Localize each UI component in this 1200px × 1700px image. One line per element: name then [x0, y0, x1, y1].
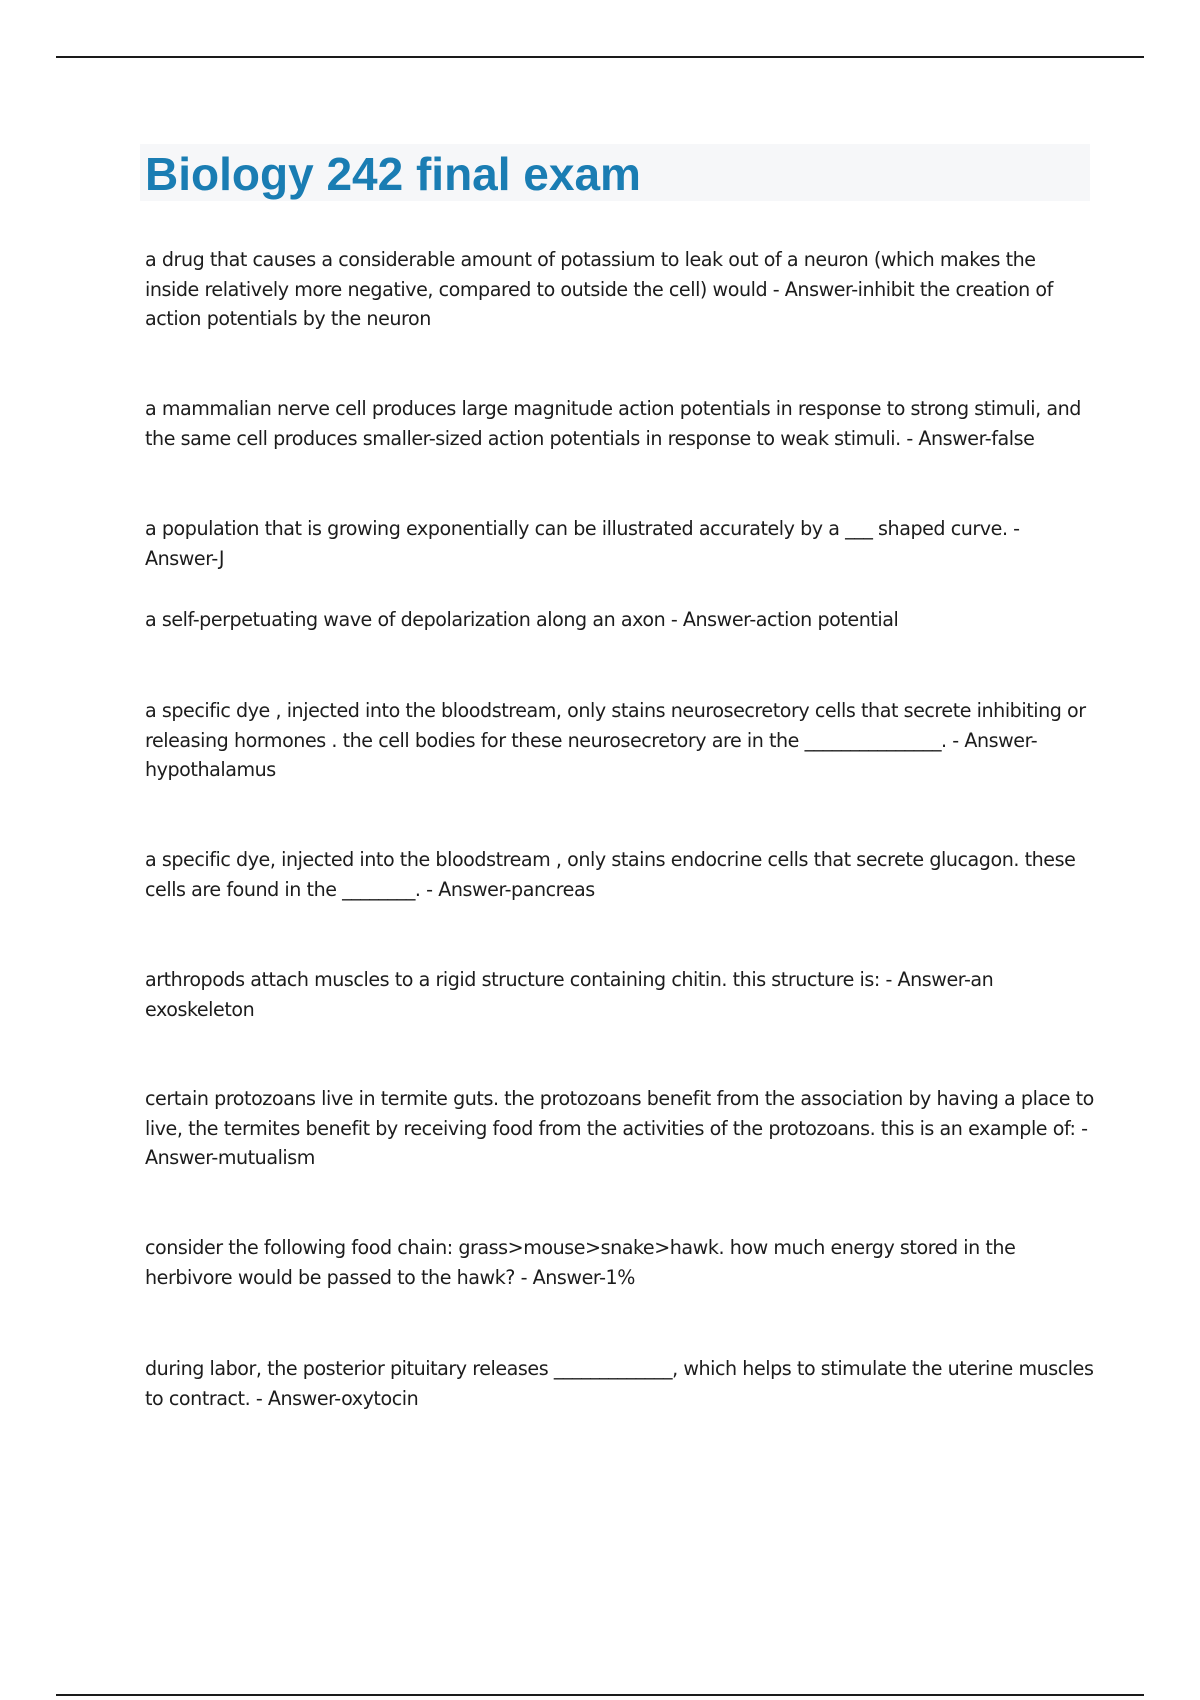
qa-item: certain protozoans live in termite guts. the protozoans benefit from the association by having a place to live, the termites benefit by receiving food from the activities of the protozoans. this is an example of: - Answer-mutualism — [145, 1087, 1094, 1169]
qa-item: arthropods attach muscles to a rigid structure containing chitin. this structure is: - Answer-an exoskeleton — [145, 968, 994, 1021]
qa-item: during labor, the posterior pituitary releases _____________, which helps to stimulate the uterine muscles to contract. - Answer-oxytocin — [145, 1357, 1094, 1410]
qa-item: a mammalian nerve cell produces large magnitude action potentials in response to strong stimuli, and the same cell produces smaller-sized action potentials in response to weak stimuli. - Answer-false — [145, 397, 1081, 450]
qa-item: a specific dye , injected into the bloodstream, only stains neurosecretory cells that secrete inhibiting or releasing hormones . the cell bodies for these neurosecretory are in the _______________. - Answer-hypothalamus — [145, 699, 1086, 781]
qa-item: a self-perpetuating wave of depolarization along an axon - Answer-action potential — [145, 608, 899, 631]
footer-rule — [56, 1694, 1144, 1696]
qa-item: a drug that causes a considerable amount of potassium to leak out of a neuron (which makes the inside relatively more negative, compared to outside the cell) would - Answer-inhibit the creation of action potentials by the neuron — [145, 248, 1053, 330]
qa-item: a population that is growing exponentially can be illustrated accurately by a ___ shaped curve. - Answer-J — [145, 517, 1020, 570]
qa-item: consider the following food chain: grass>mouse>snake>hawk. how much energy stored in the herbivore would be passed to the hawk? - Answer-1% — [145, 1236, 1016, 1289]
qa-item: a specific dye, injected into the bloodstream , only stains endocrine cells that secrete glucagon. these cells are found in the ________. - Answer-pancreas — [145, 848, 1076, 901]
header-rule — [56, 56, 1144, 58]
page-title: Biology 242 final exam — [145, 148, 641, 200]
